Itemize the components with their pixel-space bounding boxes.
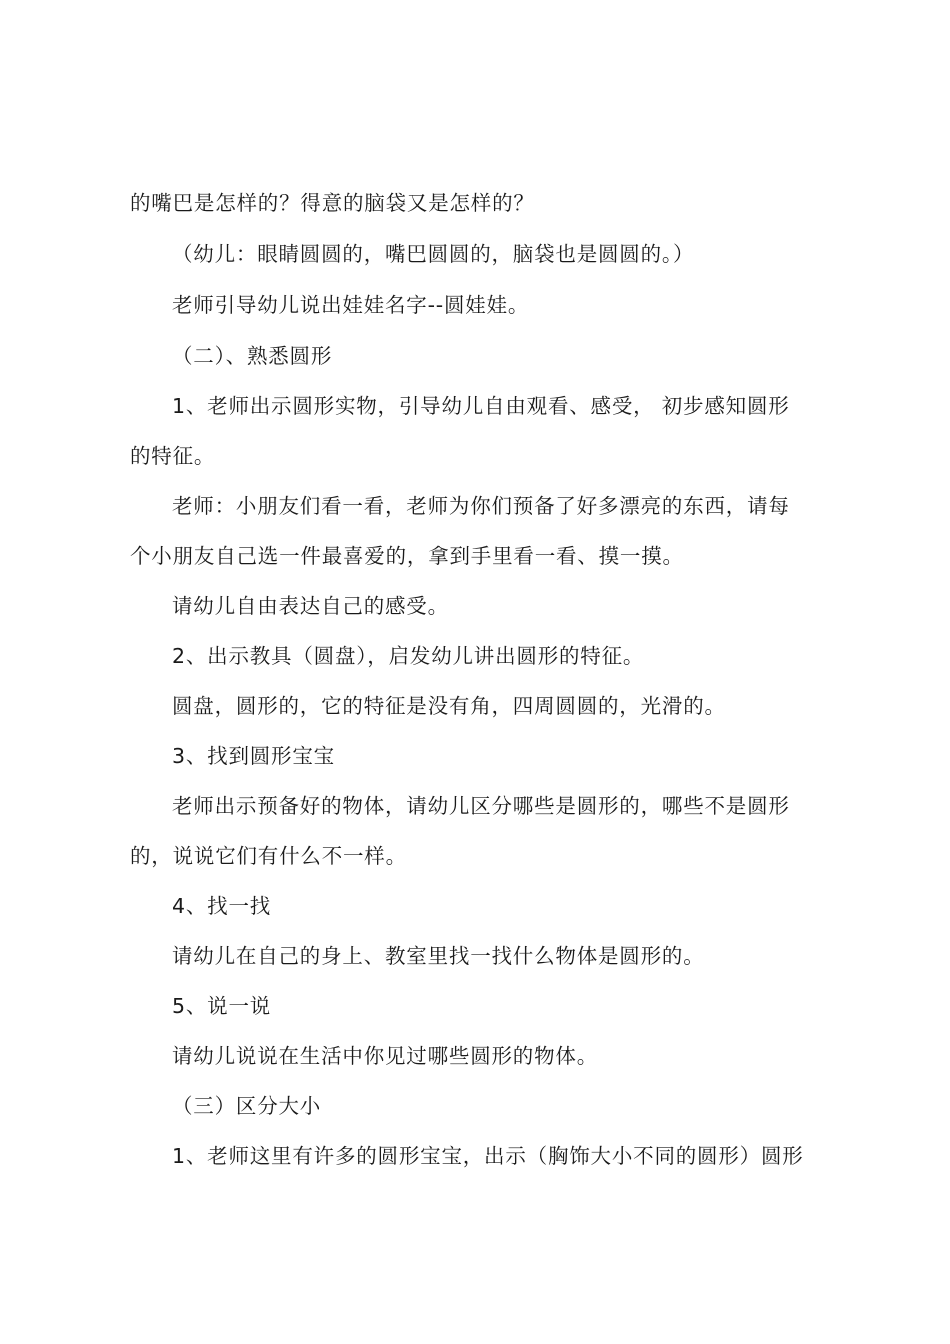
text-line: 老师出示预备好的物体，请幼儿区分哪些是圆形的，哪些不是圆形 [172, 794, 790, 818]
text-line: 老师：小朋友们看一看，老师为你们预备了好多漂亮的东西，请每 [172, 494, 790, 518]
text-line: 个小朋友自己选一件最喜爱的，拿到手里看一看、摸一摸。 [130, 544, 684, 568]
text-line: 5、说一说 [172, 994, 272, 1018]
text-line: 圆盘，圆形的，它的特征是没有角，四周圆圆的，光滑的。 [172, 694, 726, 718]
text-line: 请幼儿在自己的身上、教室里找一找什么物体是圆形的。 [172, 944, 705, 968]
text-line: 1、老师这里有许多的圆形宝宝，出示（胸饰大小不同的圆形）圆形 [172, 1144, 804, 1168]
section-heading: （二）、熟悉圆形 [172, 344, 333, 368]
text-line: 的特征。 [130, 444, 216, 468]
text-line: 的，说说它们有什么不一样。 [130, 844, 407, 868]
text-line: 请幼儿说说在生活中你见过哪些圆形的物体。 [172, 1044, 598, 1068]
text-line: 请幼儿自由表达自己的感受。 [172, 594, 449, 618]
text-line: 1、老师出示圆形实物，引导幼儿自由观看、感受， 初步感知圆形 [172, 394, 790, 418]
text-line: （幼儿：眼睛圆圆的，嘴巴圆圆的，脑袋也是圆圆的。） [172, 242, 695, 266]
text-line: 2、出示教具（圆盘），启发幼儿讲出圆形的特征。 [172, 644, 645, 668]
text-line: 4、找一找 [172, 894, 272, 918]
text-line: 的嘴巴是怎样的？得意的脑袋又是怎样的？ [130, 191, 535, 215]
section-heading: （三）区分大小 [172, 1094, 322, 1118]
text-line: 老师引导幼儿说出娃娃名字--圆娃娃。 [172, 293, 530, 317]
text-line: 3、找到圆形宝宝 [172, 744, 335, 768]
